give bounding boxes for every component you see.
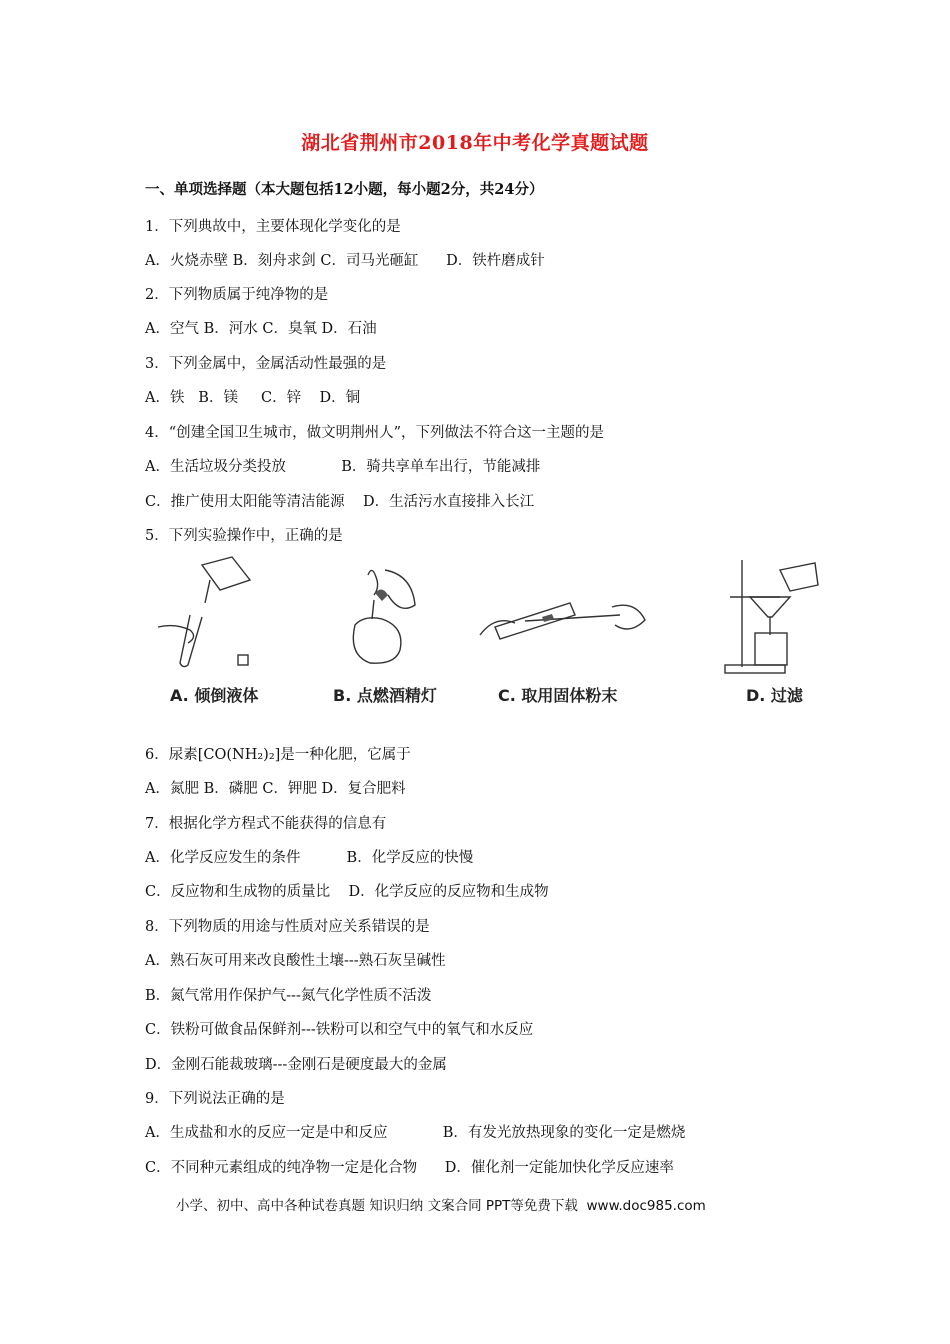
question-4-options-cd: C．推广使用太阳能等清洁能源 D．生活污水直接排入长江 (145, 494, 535, 510)
page-title: 湖北省荆州市2018年中考化学真题试题 (301, 132, 649, 154)
question-7-options-cd: C．反应物和生成物的质量比 D．化学反应的反应物和生成物 (145, 884, 549, 900)
question-9-options-cd: C．不同种元素组成的纯净物一定是化合物 D．催化剂一定能加快化学反应速率 (145, 1160, 674, 1176)
question-7: 7．根据化学方程式不能获得的信息有 (145, 816, 387, 832)
alcohol-lamp-drawing (353, 570, 415, 663)
caption-pour-liquid: A. 倾倒液体 (170, 686, 259, 705)
question-7-options-ab: A．化学反应发生的条件 B．化学反应的快慢 (145, 850, 474, 866)
caption-filter: D. 过滤 (746, 686, 803, 705)
lab-operations-illustration (150, 555, 830, 680)
caption-solid-powder: C. 取用固体粉末 (498, 686, 618, 705)
question-8-option-b: B．氮气常用作保护气---氮气化学性质不活泼 (145, 988, 432, 1004)
question-6-options: A．氮肥 B．磷肥 C．钾肥 D．复合肥料 (145, 781, 406, 797)
question-2-options: A．空气 B．河水 C．臭氧 D．石油 (145, 321, 377, 337)
question-5: 5．下列实验操作中，正确的是 (145, 528, 343, 544)
filtration-drawing (725, 560, 818, 673)
pouring-liquid-drawing (158, 557, 250, 667)
question-8-option-d: D．金刚石能裁玻璃---金刚石是硬度最大的金属 (145, 1057, 447, 1073)
question-8-option-c: C．铁粉可做食品保鲜剂---铁粉可以和空气中的氧气和水反应 (145, 1022, 534, 1038)
question-4: 4．“创建全国卫生城市，做文明荆州人”，下列做法不符合这一主题的是 (145, 425, 605, 441)
question-6: 6．尿素[CO(NH₂)₂]是一种化肥，它属于 (145, 747, 411, 763)
section-heading: 一、单项选择题（本大题包括12小题，每小题2分，共24分） (145, 181, 544, 198)
question-1-options: A．火烧赤壁 B．刻舟求剑 C．司马光砸缸 D．铁杵磨成针 (145, 253, 545, 269)
question-3: 3．下列金属中，金属活动性最强的是 (145, 356, 387, 372)
question-1: 1．下列典故中，主要体现化学变化的是 (145, 219, 401, 235)
caption-light-lamp: B. 点燃酒精灯 (333, 686, 437, 705)
question-2: 2．下列物质属于纯净物的是 (145, 287, 329, 303)
question-8: 8．下列物质的用途与性质对应关系错误的是 (145, 919, 430, 935)
question-3-options: A．铁 B．镁 C．锌 D．铜 (145, 390, 361, 406)
question-9-options-ab: A．生成盐和水的反应一定是中和反应 B．有发光放热现象的变化一定是燃烧 (145, 1125, 686, 1141)
question-8-option-a: A．熟石灰可用来改良酸性土壤---熟石灰呈碱性 (145, 953, 446, 969)
solid-powder-drawing (480, 603, 645, 639)
question-9: 9．下列说法正确的是 (145, 1091, 285, 1107)
question-4-options-ab: A．生活垃圾分类投放 B．骑共享单车出行，节能减排 (145, 459, 541, 475)
footer-link[interactable]: 小学、初中、高中各种试卷真题 知识归纳 文案合同 PPT等免费下载 www.doc985.com (176, 1198, 706, 1214)
lab-operations-figure (150, 555, 830, 710)
